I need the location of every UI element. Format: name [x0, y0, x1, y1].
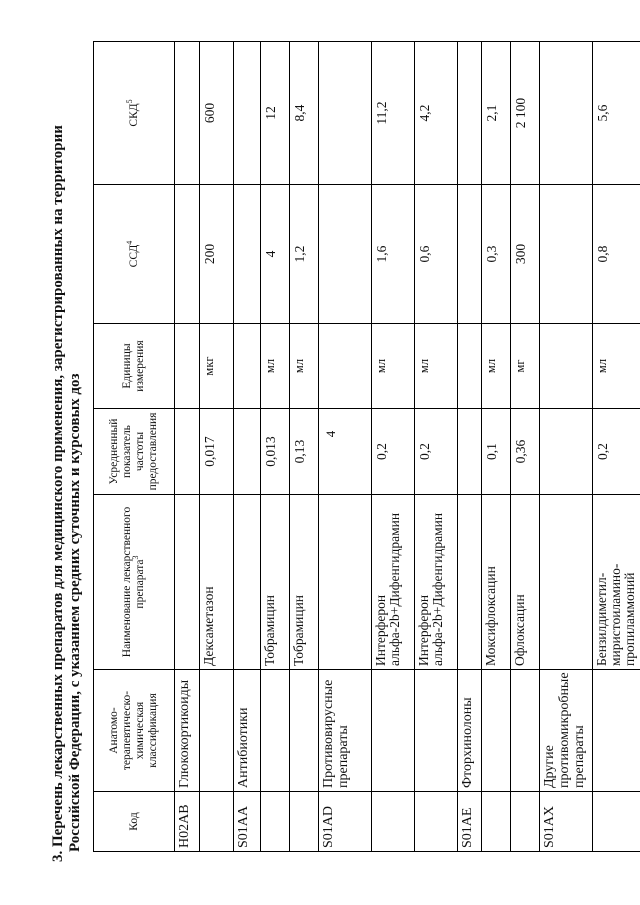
column-header-skd: СКД$^5$ [94, 42, 175, 185]
cell-code [511, 792, 540, 852]
cell-ssd: 4 [261, 185, 290, 324]
column-header-frequency: Усредненный показатель частоты предоставления [94, 409, 175, 495]
cell-frequency [175, 409, 200, 495]
cell-drug [175, 495, 200, 670]
column-header-units: Единицы измерения [94, 324, 175, 409]
cell-skd: 11,2 [372, 42, 415, 185]
cell-code [290, 792, 319, 852]
cell-skd: 5,6 [593, 42, 640, 185]
cell-frequency: 0,2 [593, 409, 640, 495]
column-header-drug-name: Наименование лекарственного препарата$^3$ [94, 495, 175, 670]
cell-unit: мл [593, 324, 640, 409]
cell-code [261, 792, 290, 852]
cell-atc [415, 670, 458, 792]
cell-atc: Фторхинолоны [458, 670, 482, 792]
cell-code [200, 792, 234, 852]
cell-unit [540, 324, 593, 409]
cell-skd: 8,4 [290, 42, 319, 185]
cell-unit [319, 324, 372, 409]
cell-atc [511, 670, 540, 792]
heading-line-2: Российской Федерации, с указанием средних суточных и курсовых доз [67, 373, 83, 852]
drug-list-table [93, 41, 640, 852]
table-row [234, 42, 261, 852]
cell-ssd: 0,8 [593, 185, 640, 324]
cell-drug [234, 495, 261, 670]
table-row [319, 42, 372, 852]
table-row [511, 42, 540, 852]
cell-drug: Интерферон альфа-2b+Дифенгидрамин [415, 495, 458, 670]
cell-drug: Бензилдиметил-миристоиламино-пропиламмоний [593, 495, 640, 670]
cell-frequency: 0,2 [372, 409, 415, 495]
cell-drug: Моксифлоксацин [482, 495, 511, 670]
table-row [261, 42, 290, 852]
column-header-atc: Анатомо-терапевтическо-химическая классификация [94, 670, 175, 792]
cell-frequency [319, 409, 372, 495]
page-number: 4 [323, 430, 338, 438]
cell-drug [458, 495, 482, 670]
cell-ssd: 0,3 [482, 185, 511, 324]
cell-unit: мл [372, 324, 415, 409]
cell-atc [261, 670, 290, 792]
cell-skd [458, 42, 482, 185]
cell-skd: 4,2 [415, 42, 458, 185]
cell-code: S01AE [458, 792, 482, 852]
cell-ssd: 300 [511, 185, 540, 324]
table-header-row [94, 42, 175, 852]
table-row [482, 42, 511, 852]
rotated-page-content [50, 42, 637, 862]
cell-ssd: 1,2 [290, 185, 319, 324]
section-heading [50, 42, 84, 862]
cell-frequency: 0,1 [482, 409, 511, 495]
cell-ssd: 0,6 [415, 185, 458, 324]
cell-drug: Тобрамицин [290, 495, 319, 670]
cell-frequency [458, 409, 482, 495]
cell-code: S01AX [540, 792, 593, 852]
cell-unit [234, 324, 261, 409]
cell-ssd [458, 185, 482, 324]
column-header-code: Код [94, 792, 175, 852]
table-row [372, 42, 415, 852]
cell-code [593, 792, 640, 852]
cell-skd [234, 42, 261, 185]
cell-unit: мл [261, 324, 290, 409]
cell-drug: Офлоксацин [511, 495, 540, 670]
cell-frequency [540, 409, 593, 495]
cell-ssd [540, 185, 593, 324]
table-row [458, 42, 482, 852]
cell-code [415, 792, 458, 852]
cell-skd: 12 [261, 42, 290, 185]
cell-drug [540, 495, 593, 670]
cell-unit: мл [415, 324, 458, 409]
table-row [593, 42, 640, 852]
cell-atc [482, 670, 511, 792]
table-row [540, 42, 593, 852]
cell-ssd [234, 185, 261, 324]
cell-ssd: 1,6 [372, 185, 415, 324]
cell-skd [175, 42, 200, 185]
cell-drug [319, 495, 372, 670]
cell-unit [175, 324, 200, 409]
cell-skd: 2,1 [482, 42, 511, 185]
cell-skd [319, 42, 372, 185]
cell-atc: Другие противомикробные препараты [540, 670, 593, 792]
cell-skd [540, 42, 593, 185]
cell-code [372, 792, 415, 852]
table-row [200, 42, 234, 852]
cell-atc: Глюкокортикоиды [175, 670, 200, 792]
cell-unit: мл [290, 324, 319, 409]
cell-atc [593, 670, 640, 792]
cell-skd: 600 [200, 42, 234, 185]
cell-drug: Дексаметазон [200, 495, 234, 670]
cell-atc [200, 670, 234, 792]
cell-frequency: 0,36 [511, 409, 540, 495]
cell-atc [290, 670, 319, 792]
cell-frequency: 0,2 [415, 409, 458, 495]
cell-frequency: 0,013 [261, 409, 290, 495]
cell-drug: Тобрамицин [261, 495, 290, 670]
heading-line-1: 3. Перечень лекарственных препаратов для медицинского применения, зарегистрированных на территории [50, 125, 66, 862]
table-row [290, 42, 319, 852]
cell-atc [372, 670, 415, 792]
cell-ssd: 200 [200, 185, 234, 324]
cell-drug: Интерферон альфа-2b+Дифенгидрамин [372, 495, 415, 670]
cell-unit: мкг [200, 324, 234, 409]
cell-unit: мл [482, 324, 511, 409]
cell-unit [458, 324, 482, 409]
cell-frequency: 0,017 [200, 409, 234, 495]
cell-ssd [175, 185, 200, 324]
cell-code: H02AB [175, 792, 200, 852]
column-header-ssd: ССД$^4$ [94, 185, 175, 324]
cell-unit: мг [511, 324, 540, 409]
cell-code [482, 792, 511, 852]
table-row [175, 42, 200, 852]
cell-atc: Противовирусные препараты [319, 670, 372, 792]
cell-ssd [319, 185, 372, 324]
cell-code: S01AD [319, 792, 372, 852]
table-row [415, 42, 458, 852]
cell-skd: 2 100 [511, 42, 540, 185]
cell-frequency: 0,13 [290, 409, 319, 495]
cell-code: S01AA [234, 792, 261, 852]
cell-atc: Антибиотики [234, 670, 261, 792]
cell-frequency [234, 409, 261, 495]
